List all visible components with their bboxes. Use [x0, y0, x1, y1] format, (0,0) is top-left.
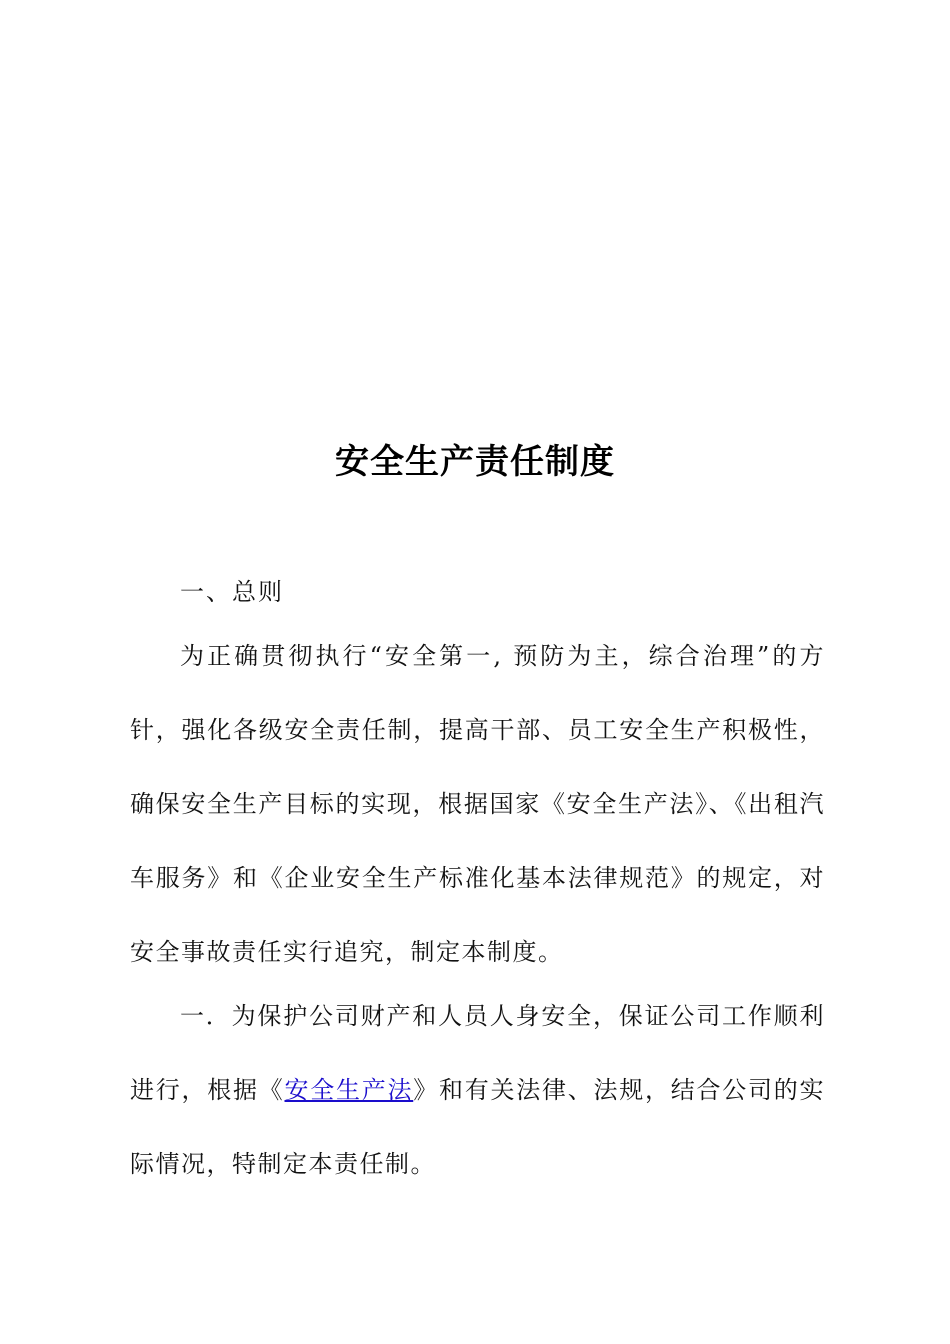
document-title: 安全生产责任制度	[335, 442, 615, 482]
section-heading-general: 一、总则	[180, 578, 284, 606]
paragraph-article-1	[130, 979, 825, 1201]
paragraph-purpose: 为正确贯彻执行“安全第一, 预防为主，综合治理”的方针，强化各级安全责任制，提高干部、员工安全生产积极性，确保安全生产目标的实现，根据国家《安全生产法》、《出租汽车服务》和《企业安全生产标准化基本法律规范》的规定，对安全事故责任实行追究，制定本制度。	[130, 642, 825, 966]
safety-law-link[interactable]: 安全生产法	[284, 1076, 414, 1104]
paragraph-article-1-text-before: 一．为保护公司财产和人员人身安全，保证公司工作顺利进行，根据《	[130, 1002, 825, 1104]
paragraph-article-1-text-after: 》和有关法律、法规，结合公司的实际情况，特制定本责任制。	[130, 1076, 825, 1178]
